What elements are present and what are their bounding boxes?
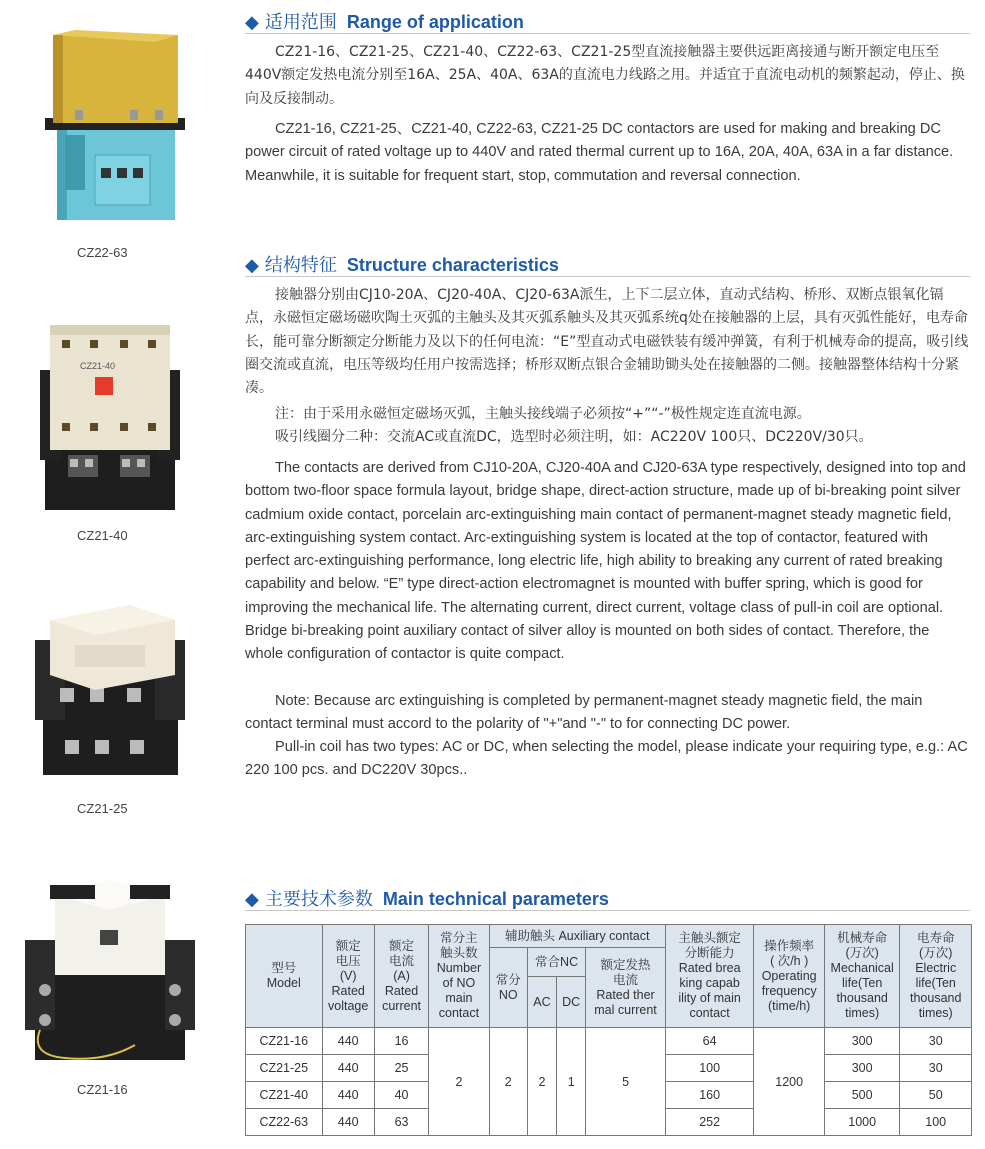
header-line: frequency — [761, 983, 817, 998]
structure-cn-note-text: 注：由于采用永磁恒定磁场灭弧，主触头接线端子必须按“+”“-”极性规定连直流电源。 — [275, 406, 811, 422]
header-breaking-capability — [665, 925, 754, 1028]
structure-cn-text: 接触器分别由CJ10-20A、CJ20-40A、CJ20-63A派生，上下二层立体，直动式结构、桥形、双断点银氧化镉点，永磁恒定磁场磁吹陶土灭弧的主触头及其灭弧系触头及其灭弧系统q处在接触器的上层，具有灭弧性能好，电寿命长，能可靠分断额定分断能力及以下的任何电流：“E”型直动式电磁铁装有缓冲弹簧，有利于机械寿命的提高，吸引线圈交流或直流，电压等级均任用户按需选择；桥形双断点银合金辅助锄头处在接触器的二侧。接触器整体结构十分紧凑。 — [245, 287, 969, 397]
caption-cz21-16: CZ21-16 — [77, 1082, 128, 1097]
header-line: 额定 — [335, 938, 361, 953]
cell-elec-life: 50 — [900, 1082, 972, 1109]
cell-aux-thermal: 5 — [586, 1028, 666, 1136]
header-line: 常分 — [495, 972, 521, 987]
diamond-bullet-icon: ◆ — [245, 255, 259, 276]
range-cn-text: CZ21-16、CZ21-25、CZ21-40、CZ22-63、CZ21-25型直流接触器主要供远距离接通与断开额定电压至440V额定发热电流分别至16A、25A、40A、63A的直流电力线路之用。并适宜于直流电动机的频繁起动，停止、换向及反接制动。 — [245, 44, 965, 107]
header-line: 额定 — [389, 938, 415, 953]
header-aux-thermal — [586, 948, 666, 1028]
section-title-structure — [245, 251, 559, 277]
header-line: Operating — [761, 968, 817, 983]
structure-en-note — [245, 690, 970, 737]
header-rated-current — [374, 925, 428, 1028]
header-line: current — [382, 998, 421, 1013]
cell-voltage: 440 — [322, 1055, 374, 1082]
cell-breaking: 252 — [665, 1109, 754, 1136]
section-divider — [245, 910, 970, 911]
header-line: Rated — [331, 983, 365, 998]
header-line: 操作频率 — [764, 938, 815, 953]
header-line: Rated — [384, 983, 419, 998]
header-line: 主触头额定 — [678, 931, 741, 945]
header-line: Number — [436, 961, 482, 975]
structure-cn-paragraph — [245, 284, 970, 400]
header-line: contact — [438, 1006, 480, 1020]
cell-current: 25 — [374, 1055, 428, 1082]
cell-model: CZ22-63 — [246, 1109, 323, 1136]
parameters-table-body — [246, 1028, 972, 1136]
product-photo-cz21-16 — [25, 880, 195, 1075]
caption-cz22-63: CZ22-63 — [77, 245, 128, 260]
structure-cn-note — [245, 403, 970, 426]
cell-main-contacts: 2 — [429, 1028, 489, 1136]
header-aux-dc: DC — [557, 977, 586, 1028]
header-electric-life — [900, 925, 972, 1028]
header-line: ility of main — [678, 991, 741, 1005]
header-line: (A) — [393, 968, 410, 983]
structure-en-note-text: Note: Because arc extinguishing is completed by permanent-magnet steady magnetic field, the main contact terminal must accord to the polarity of "+"and "-" to for connecting DC power. — [245, 693, 923, 733]
section-title-range — [245, 8, 524, 34]
cell-mech-life: 1000 — [824, 1109, 900, 1136]
structure-cn-coil — [245, 426, 970, 449]
structure-en-coil — [245, 736, 970, 783]
cell-mech-life: 300 — [824, 1055, 900, 1082]
product-photo-cz21-25 — [35, 600, 185, 780]
structure-en-text: The contacts are derived from CJ10-20A, CJ20-40A and CJ20-63A type respectively, designed into top and bottom two-floor space formula layout, bridge shape, direct-action structure, made up of bi-breaking point silver cadmium oxide contact, porcelain arc-extinguishing main contact of permanent-magnet steady magnetic field, arc-extinguishing system contact. Arc-extinguishing system is located at the top of contactor, featured with perfect arc-extinguishing performance, long electric life, high ability to breaking any current of rated breaking capability and below. “E” type direct-action electromagnet is mounted with buffer spring, which is good for improving the mechanical life. The alternating current, direct current, voltage class of pull-in coil are optional. Bridge bi-breaking point auxiliary contact of silver alloy is mounted on both sides of contact. Therefore, the whole configuration of contactor is quite compact. — [245, 460, 966, 663]
header-line: main — [445, 991, 473, 1005]
cell-current: 63 — [374, 1109, 428, 1136]
header-line: 常分主 — [440, 931, 478, 945]
cell-model: CZ21-25 — [246, 1055, 323, 1082]
cell-elec-life: 30 — [900, 1055, 972, 1082]
cell-mech-life: 300 — [824, 1028, 900, 1055]
cell-aux-dc: 1 — [557, 1028, 586, 1136]
section-divider — [245, 33, 970, 34]
header-rated-voltage — [322, 925, 374, 1028]
structure-en-paragraph — [245, 457, 970, 667]
product-photo-cz22-63 — [35, 30, 185, 230]
product-photo-cz21-40 — [40, 325, 180, 515]
section-title-cn: 结构特征 — [264, 255, 337, 276]
header-line: Mechanical — [830, 961, 894, 975]
table-row — [246, 1028, 972, 1055]
cell-current: 40 — [374, 1082, 428, 1109]
cell-breaking: 160 — [665, 1082, 754, 1109]
cell-voltage: 440 — [322, 1028, 374, 1055]
header-line: Electric — [915, 961, 957, 975]
header-line: Rated brea — [678, 961, 741, 975]
header-line: ( 次/h ) — [770, 953, 809, 968]
header-line: (万次) — [919, 946, 953, 960]
header-line: 触头数 — [440, 946, 478, 960]
header-line: contact — [689, 1006, 730, 1020]
section-title-en: Structure characteristics — [346, 255, 559, 275]
header-model — [246, 925, 323, 1028]
header-line: (万次) — [845, 946, 879, 960]
section-title-en: Range of application — [346, 12, 524, 32]
section-divider — [245, 276, 970, 277]
range-cn-paragraph — [245, 41, 970, 111]
header-line: 电流 — [613, 972, 639, 987]
structure-cn-coil-text: 吸引线圈分二种：交流AC或直流DC，选型时必须注明，如：AC220V 100只、DC220V/30只。 — [275, 429, 873, 445]
header-line: 机械寿命 — [837, 931, 888, 945]
cell-model: CZ21-16 — [246, 1028, 323, 1055]
range-en-text: CZ21-16, CZ21-25、CZ21-40, CZ22-63, CZ21-25 DC contactors are used for making and breaking DC power circuit of rated voltage up to 440V and rated thermal current up to 16A, 20A, 40A, 63A in a far distance. Meanwhile, it is suitable for frequent start, stop, commutation and reversal connection. — [245, 121, 954, 184]
section-title-en: Main technical parameters — [382, 889, 609, 909]
cell-aux-ac: 2 — [527, 1028, 556, 1136]
caption-cz21-40: CZ21-40 — [77, 528, 128, 543]
header-auxiliary-contact: 辅助触头 Auxiliary contact — [489, 925, 665, 948]
header-line: life(Ten — [915, 976, 956, 990]
parameters-table — [245, 924, 972, 1136]
header-line: 电流 — [389, 953, 415, 968]
cell-elec-life: 30 — [900, 1028, 972, 1055]
header-aux-ac: AC — [527, 977, 556, 1028]
cell-voltage: 440 — [322, 1109, 374, 1136]
header-line: 电压 — [335, 953, 361, 968]
diamond-bullet-icon: ◆ — [245, 12, 259, 33]
header-line: times) — [845, 1006, 880, 1020]
header-line: of NO — [442, 976, 476, 990]
header-mechanical-life — [824, 925, 900, 1028]
header-line: 型号 — [271, 961, 297, 975]
section-title-params — [245, 885, 609, 911]
header-line: NO — [498, 987, 518, 1002]
header-line: life(Ten — [842, 976, 883, 990]
cell-breaking: 64 — [665, 1028, 754, 1055]
header-main-contacts — [429, 925, 489, 1028]
cell-current: 16 — [374, 1028, 428, 1055]
header-line: 电寿命 — [916, 931, 955, 945]
header-line: Model — [266, 976, 301, 990]
header-line: Rated ther — [596, 987, 655, 1002]
header-line: thousand — [836, 991, 888, 1005]
header-line: king capab — [679, 976, 740, 990]
header-aux-no — [489, 948, 527, 1028]
header-line: mal current — [594, 1002, 657, 1017]
cell-elec-life: 100 — [900, 1109, 972, 1136]
device-label-cz21-40: CZ21-40 — [80, 361, 116, 371]
header-line: (V) — [339, 968, 357, 983]
header-aux-nc: 常合NC — [527, 948, 585, 977]
section-title-cn: 主要技术参数 — [264, 889, 373, 910]
cell-model: CZ21-40 — [246, 1082, 323, 1109]
header-line: thousand — [909, 991, 962, 1005]
cell-aux-no: 2 — [489, 1028, 527, 1136]
header-line: 分断能力 — [684, 946, 735, 960]
cell-voltage: 440 — [322, 1082, 374, 1109]
caption-cz21-25: CZ21-25 — [77, 801, 128, 816]
section-title-cn: 适用范围 — [264, 12, 337, 33]
header-line: voltage — [328, 998, 369, 1013]
cell-breaking: 100 — [665, 1055, 754, 1082]
diamond-bullet-icon: ◆ — [245, 889, 259, 910]
header-line: times) — [918, 1006, 953, 1020]
header-line: 额定发热 — [600, 957, 651, 972]
header-operating-frequency — [754, 925, 824, 1028]
cell-frequency: 1200 — [754, 1028, 824, 1136]
structure-en-coil-text: Pull-in coil has two types: AC or DC, when selecting the model, please indicate your requiring type, e.g.: AC 220 100 pcs. and DC220V 30pcs.. — [245, 739, 968, 779]
range-en-paragraph — [245, 118, 970, 188]
header-line: (time/h) — [767, 998, 811, 1013]
cell-mech-life: 500 — [824, 1082, 900, 1109]
